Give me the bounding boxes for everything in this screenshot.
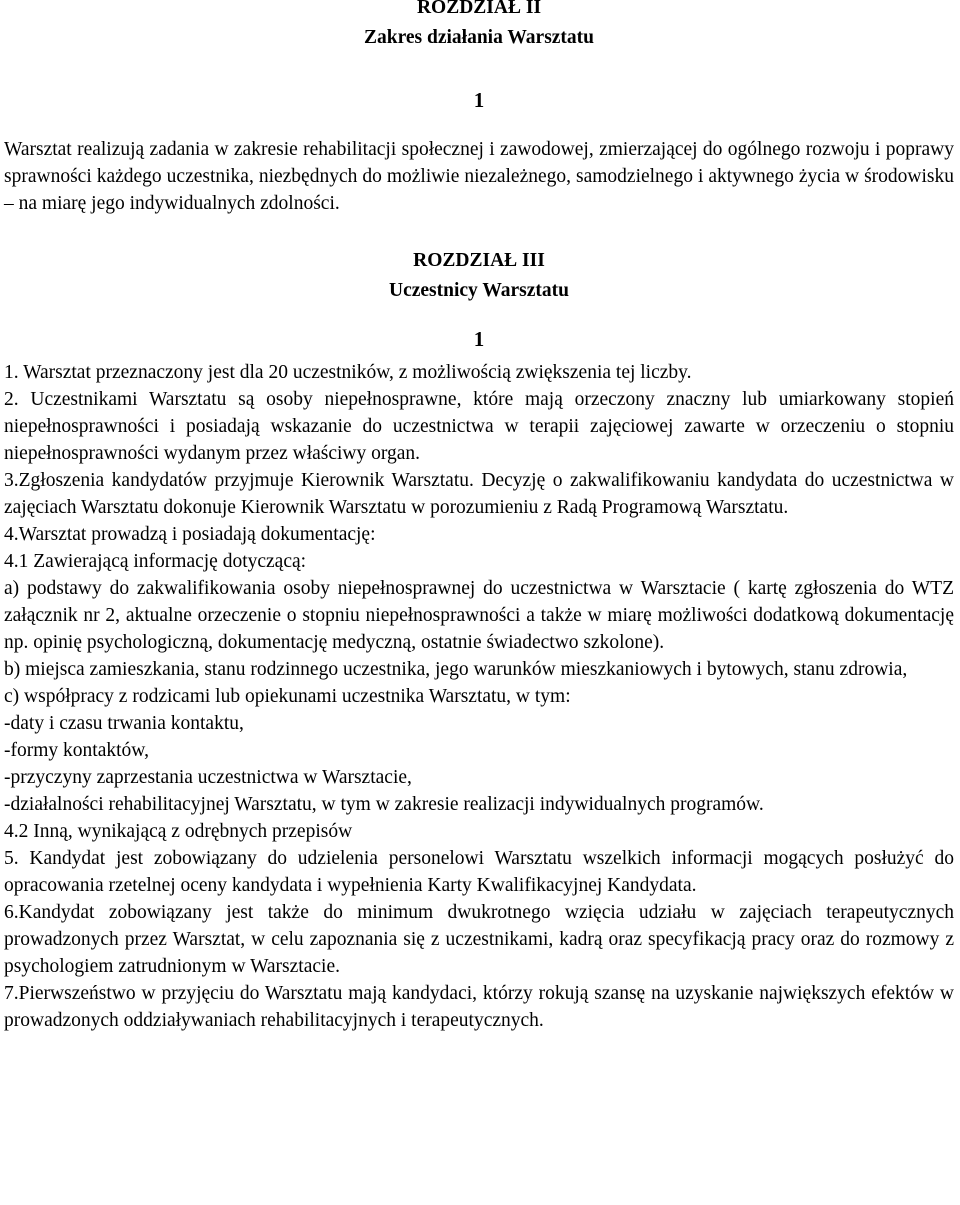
list-item: 1. Warsztat przeznaczony jest dla 20 uczestników, z możliwością zwiększenia tej liczby. <box>4 362 692 383</box>
list-item: -przyczyny zaprzestania uczestnictwa w Warsztacie, <box>4 767 412 788</box>
chapter-2-paragraph: Warsztat realizują zadania w zakresie rehabilitacji społecznej i zawodowej, zmierzającej do ogólnego rozwoju i poprawy sprawności każdego uczestnika, niezbędnych do możliwie niezależnego, samodzielnego i aktywnego życia w środowisku – na miarę jego indywidualnych zdolności. <box>4 139 954 214</box>
list-item: 4.Warsztat prowadzą i posiadają dokumentację: <box>4 524 376 545</box>
list-item: 7.Pierwszeństwo w przyjęciu do Warsztatu mają kandydaci, którzy rokują szansę na uzyskanie największych efektów w prowadzonych oddziaływaniach rehabilitacyjnych i terapeutycznych. <box>4 983 954 1031</box>
list-item: -formy kontaktów, <box>4 740 149 761</box>
list-item: 4.2 Inną, wynikającą z odrębnych przepisów <box>4 821 353 842</box>
list-item: a) podstawy do zakwalifikowania osoby niepełnosprawnej do uczestnictwa w Warsztacie ( kartę zgłoszenia do WTZ załącznik nr 2, aktualne orzeczenie o stopniu niepełnosprawności a także w miarę możliwości dodatkową dokumentację np. opinię psychologiczną, dokumentację medyczną, ostatnie świadectwo szkolone). <box>4 578 954 653</box>
list-item: b) miejsca zamieszkania, stanu rodzinnego uczestnika, jego warunków mieszkaniowych i bytowych, stanu zdrowia, <box>4 659 908 680</box>
list-item: -działalności rehabilitacyjnej Warsztatu, w tym w zakresie realizacji indywidualnych programów. <box>4 794 764 815</box>
chapter-2-section-mark: 1 <box>473 88 485 112</box>
list-item: c) współpracy z rodzicami lub opiekunami uczestnika Warsztatu, w tym: <box>4 686 571 707</box>
chapter-3-heading: ROZDZIAŁ III <box>413 250 545 271</box>
list-item: 5. Kandydat jest zobowiązany do udzielenia personelowi Warsztatu wszelkich informacji mogących posłużyć do opracowania rzetelnej oceny kandydata i wypełnienia Karty Kwalifikacyjnej Kandydata. <box>4 848 954 896</box>
list-item: -daty i czasu trwania kontaktu, <box>4 713 244 734</box>
list-item: 2. Uczestnikami Warsztatu są osoby niepełnosprawne, które mają orzeczony znaczny lub umiarkowany stopień niepełnosprawności i posiadają wskazanie do uczestnictwa w terapii zajęciowej zawarte w orzeczeniu o stopniu niepełnosprawności wydanym przez właściwy organ. <box>4 389 954 464</box>
chapter-3-subtitle: Uczestnicy Warsztatu <box>389 280 569 301</box>
list-item: 6.Kandydat zobowiązany jest także do minimum dwukrotnego wzięcia udziału w zajęciach terapeutycznych prowadzonych przez Warsztat, w celu zapoznania się z uczestnikami, kadrą oraz specyfikacją pracy oraz do rozmowy z psychologiem zatrudnionym w Warsztacie. <box>4 902 954 977</box>
list-item: 3.Zgłoszenia kandydatów przyjmuje Kierownik Warsztatu. Decyzję o zakwalifikowaniu kandydata do uczestnictwa w zajęciach Warsztatu dokonuje Kierownik Warsztatu w porozumieniu z Radą Programową Warsztatu. <box>4 470 954 518</box>
chapter-3-section-mark: 1 <box>473 327 485 351</box>
chapter-3-list <box>4 359 954 1034</box>
document-page <box>4 0 954 1034</box>
chapter-2-heading: ROZDZIAŁ II <box>416 0 542 18</box>
chapter-2-subtitle: Zakres działania Warsztatu <box>363 27 595 48</box>
list-item: 4.1 Zawierającą informację dotyczącą: <box>4 551 307 572</box>
